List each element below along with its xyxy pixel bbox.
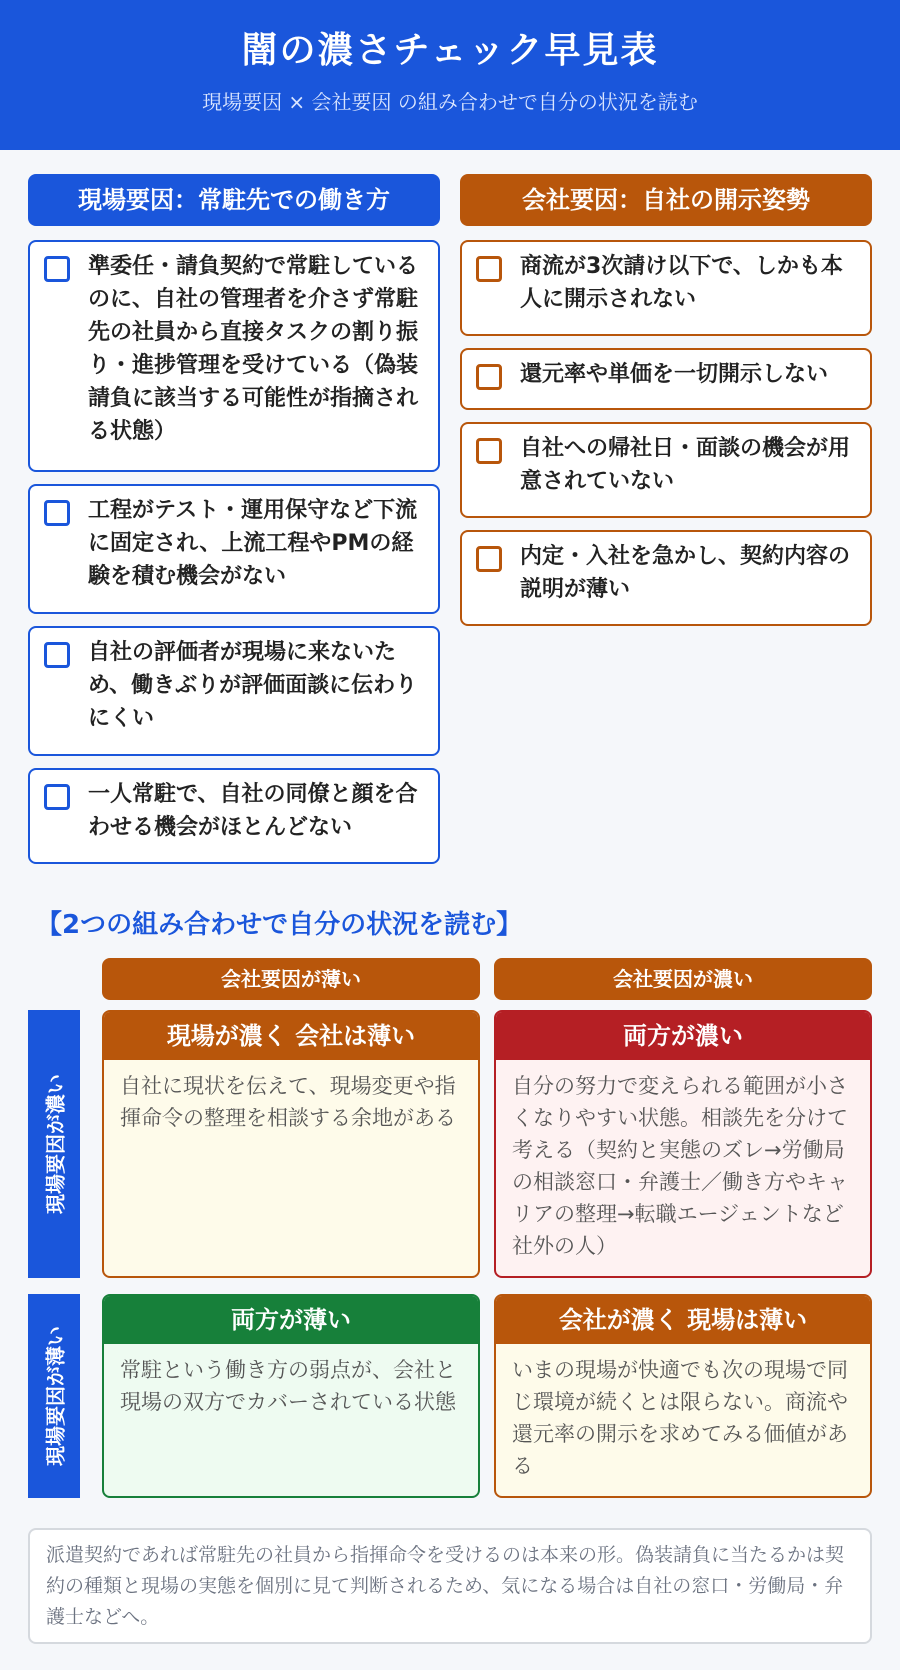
checkbox[interactable] [44,642,70,668]
site-factor-text: 準委任・請負契約で常駐しているのに、自社の管理者を介さず常駐先の社員から直接タスクの割り振り・進捗管理を受けている（偽装請負に該当する可能性が指摘される状態） [88,254,419,444]
matrix-row-header-site-weak [28,1294,80,1498]
matrix-cell-both-strong [494,1010,872,1278]
cell-body: いまの現場が快適でも次の現場で同じ環境が続くとは限らない。商流や還元率の開示を求めてみる価値がある [512,1358,848,1478]
matrix-row-header-label: 現場要因が濃い [43,1074,68,1214]
cell-title: 両方が濃い [496,1012,870,1060]
company-factor-card [460,422,872,518]
page-subtitle: 現場要因 × 会社要因 の組み合わせで自分の状況を読む [202,90,698,114]
cell-title: 両方が薄い [104,1296,478,1344]
matrix-cell-both-weak [102,1294,480,1498]
company-factor-card [460,240,872,336]
site-factor-text: 自社の評価者が現場に来ないため、働きぶりが評価面談に伝わりにくい [88,640,418,731]
matrix-col-header-company-weak: 会社要因が薄い [102,958,480,1000]
company-factor-text: 内定・入社を急かし、契約内容の説明が薄い [520,544,851,602]
site-factor-text: 一人常駐で、自社の同僚と顔を合わせる機会がほとんどない [88,782,418,840]
checkbox[interactable] [476,546,502,572]
matrix-section-title: 【2つの組み合わせで自分の状況を読む】 [36,910,523,940]
cell-body: 常駐という働き方の弱点が、会社と現場の双方でカバーされている状態 [120,1358,456,1414]
company-factor-text: 商流が3次請け以下で、しかも本人に開示されない [520,254,843,312]
site-factor-text: 工程がテスト・運用保守など下流に固定され、上流工程やPMの経験を積む機会がない [88,498,418,589]
company-factor-text: 還元率や単価を一切開示しない [520,362,829,387]
matrix-cell-site-strong-company-weak [102,1010,480,1278]
checkbox[interactable] [44,256,70,282]
site-factor-card [28,626,440,756]
company-factor-card [460,348,872,410]
matrix-col-header-company-strong: 会社要因が濃い [494,958,872,1000]
cell-body: 自社に現状を伝えて、現場変更や指揮命令の整理を相談する余地がある [120,1074,456,1130]
site-factor-card [28,768,440,864]
matrix-row-header-label: 現場要因が薄い [43,1326,68,1466]
cell-title: 現場が濃く 会社は薄い [104,1012,478,1060]
checkbox[interactable] [476,256,502,282]
company-factor-card [460,530,872,626]
cell-body: 自分の努力で変えられる範囲が小さくなりやすい状態。相談先を分けて考える（契約と実態のズレ→労働局の相談窓口・弁護士／働き方やキャリアの整理→転職エージェントなど社外の人） [512,1074,848,1258]
page-title: 闇の濃さチェック早見表 [241,30,659,71]
checkbox[interactable] [44,784,70,810]
matrix-row-header-site-strong [28,1010,80,1278]
footnote: 派遣契約であれば常駐先の社員から指揮命令を受けるのは本来の形。偽装請負に当たるかは契約の種類と現場の実態を個別に見て判断されるため、気になる場合は自社の窓口・労働局・弁護士などへ。 [28,1528,872,1644]
site-factors-heading: 現場要因：常駐先での働き方 [28,174,440,226]
site-factor-card [28,484,440,614]
site-factor-card [28,240,440,472]
matrix-cell-company-strong-site-weak [494,1294,872,1498]
header [0,0,900,150]
checkbox[interactable] [44,500,70,526]
checkbox[interactable] [476,364,502,390]
company-factor-text: 自社への帰社日・面談の機会が用意されていない [520,436,851,494]
company-factors-heading: 会社要因：自社の開示姿勢 [460,174,872,226]
checkbox[interactable] [476,438,502,464]
cell-title: 会社が濃く 現場は薄い [496,1296,870,1344]
